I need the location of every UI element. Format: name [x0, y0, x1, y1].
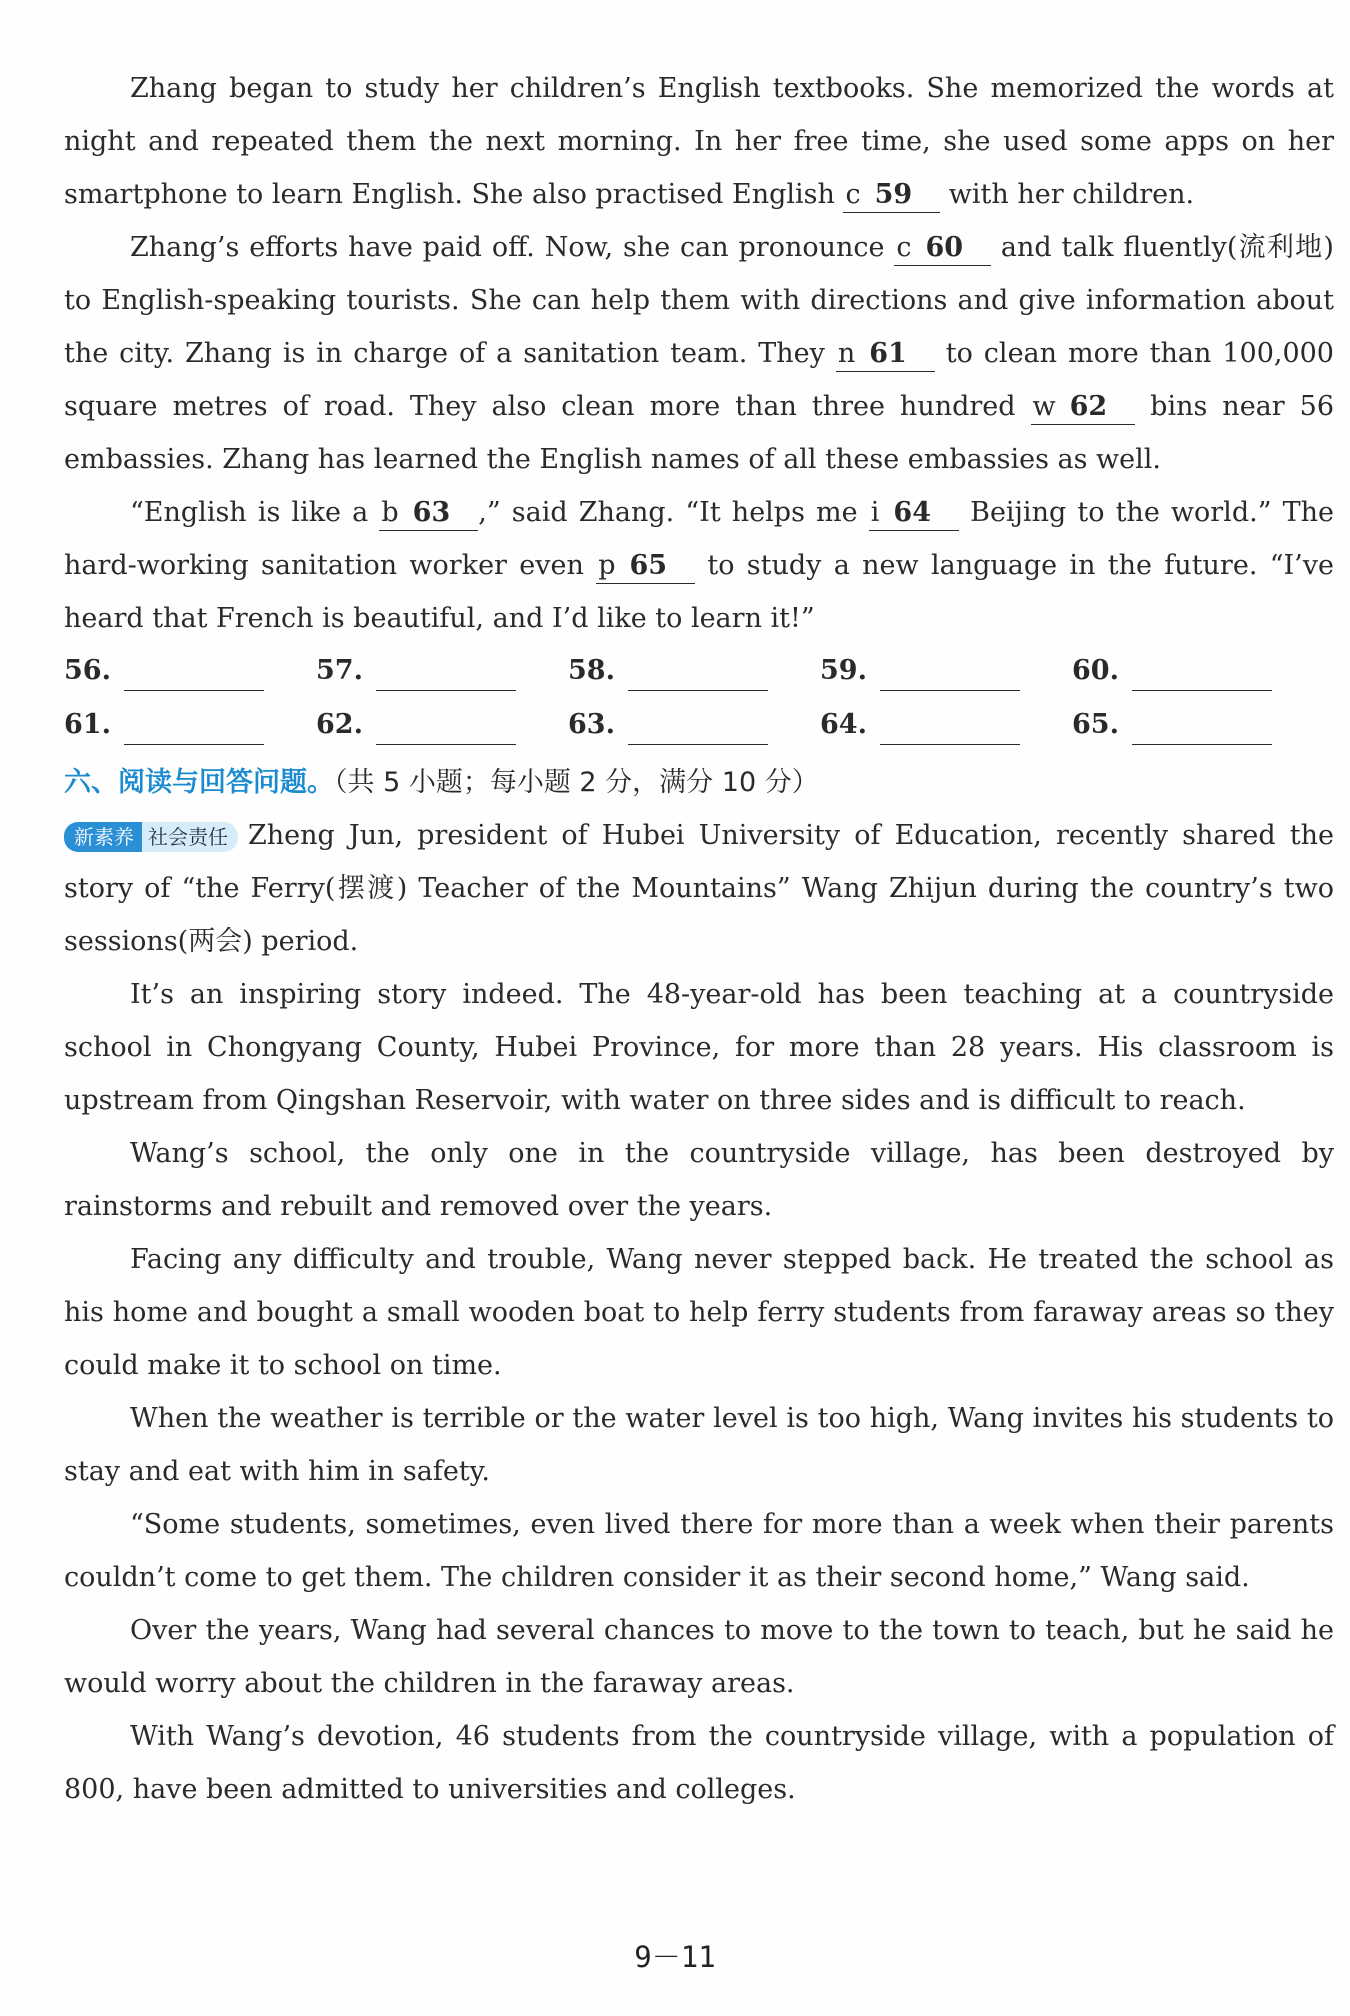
answer-slot-56 [64, 651, 316, 691]
answer-line[interactable] [124, 660, 264, 691]
answer-line[interactable] [376, 714, 516, 745]
blank-59[interactable] [843, 178, 940, 213]
blank-hint-letter: c [896, 232, 912, 263]
answer-slot-59 [820, 651, 1072, 691]
text-run: to study a new language in the future. “I’ve heard that French is beautiful, and I’d like to learn it!” [64, 550, 1334, 634]
answer-number: 65. [1072, 709, 1119, 740]
answer-line[interactable] [1132, 660, 1272, 691]
answer-slot-65 [1072, 705, 1324, 745]
text-run: “English is like a [130, 497, 380, 528]
tag-label-primary: 新素养 [64, 822, 142, 852]
answer-line[interactable] [1132, 714, 1272, 745]
text-run: to clean more than 100,000 square metres of road. They also clean more than three hundred [64, 338, 1334, 422]
blank-hint-letter: n [837, 338, 856, 369]
passage-b-paragraph-4: Facing any difficulty and trouble, Wang never stepped back. He treated the school as his home and bought a small wooden boat to help ferry students from faraway areas so they could make it to school on time. [64, 1244, 1334, 1381]
answer-blanks [64, 651, 1334, 745]
answer-number: 58. [568, 655, 615, 686]
answer-line[interactable] [880, 660, 1020, 691]
answer-line[interactable] [628, 714, 768, 745]
answer-slot-62 [316, 705, 568, 745]
text-run: with her children. [940, 179, 1195, 210]
blank-number: 62 [1069, 391, 1108, 422]
answer-number: 60. [1072, 655, 1119, 686]
blank-64[interactable] [869, 496, 959, 531]
text-run: ,” said Zhang. “It helps me [478, 497, 869, 528]
answer-number: 59. [820, 655, 867, 686]
blank-number: 60 [925, 232, 964, 263]
section-heading [64, 757, 1350, 809]
answer-number: 61. [64, 709, 111, 740]
text-run: Beijing to the world.” The hard-working sanitation worker even [64, 497, 1334, 581]
passage-b-paragraph-2: It’s an inspiring story indeed. The 48-year-old has been teaching at a countryside school in Chongyang County, Hubei Province, for more than 28 years. His classroom is upstream from Qingshan Reservoir, with water on three sides and is difficult to reach. [64, 979, 1334, 1116]
passage-b-paragraph-6: “Some students, sometimes, even lived there for more than a week when their parents couldn’t come to get them. The children consider it as their second home,” Wang said. [64, 1509, 1334, 1593]
answer-number: 63. [568, 709, 615, 740]
blank-61[interactable] [836, 337, 935, 372]
passage-b-paragraph-8: With Wang’s devotion, 46 students from the countryside village, with a population of 800, have been admitted to universities and colleges. [64, 1721, 1334, 1805]
answer-number: 57. [316, 655, 363, 686]
answer-number: 62. [316, 709, 363, 740]
answer-slot-58 [568, 651, 820, 691]
blank-number: 63 [412, 497, 451, 528]
blank-number: 64 [893, 497, 931, 528]
blank-hint-letter: p [598, 550, 616, 581]
page-number: 9－11 [634, 1940, 716, 1974]
blank-hint-letter: b [381, 497, 399, 528]
blank-62[interactable] [1031, 390, 1136, 425]
passage-b-paragraph-3: Wang’s school, the only one in the countryside village, has been destroyed by rainstorms and rebuilt and removed over the years. [64, 1138, 1334, 1222]
answer-slot-57 [316, 651, 568, 691]
section-title: 六、阅读与回答问题。 [64, 767, 334, 798]
passage-a-paragraph-1 [64, 62, 1334, 221]
passage-b-paragraph-1 [64, 809, 1334, 968]
passage-b-paragraph-7: Over the years, Wang had several chances to move to the town to teach, but he said he would worry about the children in the faraway areas. [64, 1615, 1334, 1699]
text-run: and talk fluently(流利地) to English-speaking tourists. She can help them with directions and give information about the city. Zhang is in charge of a sanitation team. They [64, 232, 1334, 369]
answer-slot-63 [568, 705, 820, 745]
passage-b-paragraph-5: When the weather is terrible or the water level is too high, Wang invites his students to stay and eat with him in safety. [64, 1403, 1334, 1487]
answer-number: 64. [820, 709, 867, 740]
answer-number: 56. [64, 655, 111, 686]
tag-label-secondary: 社会责任 [142, 822, 238, 852]
text-run: Zhang’s efforts have paid off. Now, she can pronounce [130, 232, 895, 263]
blank-hint-letter: i [870, 497, 880, 528]
section-score-note: （共 5 小题；每小题 2 分，满分 10 分） [334, 767, 819, 798]
answer-line[interactable] [880, 714, 1020, 745]
text-run: bins near 56 embassies. Zhang has learned the English names of all these embassies as well. [64, 391, 1334, 475]
answer-slot-60 [1072, 651, 1324, 691]
text-run: Zheng Jun, president of Hubei University of Education, recently shared the story of “the Ferry(摆渡) Teacher of the Mountains” Wang Zhijun during the country’s two sessions(两会) period. [64, 820, 1334, 957]
passage-a-paragraph-3 [64, 486, 1334, 645]
blank-hint-letter: w [1032, 391, 1056, 422]
blank-number: 61 [869, 338, 907, 369]
answer-line[interactable] [628, 660, 768, 691]
answer-line[interactable] [124, 714, 264, 745]
blank-60[interactable] [894, 231, 991, 266]
blank-number: 59 [874, 179, 913, 210]
answer-slot-64 [820, 705, 1072, 745]
blank-65[interactable] [596, 549, 695, 584]
blank-number: 65 [629, 550, 668, 581]
answer-slot-61 [64, 705, 316, 745]
literacy-tag-badge [64, 822, 238, 852]
passage-a-paragraph-2 [64, 221, 1334, 486]
blank-hint-letter: c [845, 179, 861, 210]
text-run: Zhang began to study her children’s English textbooks. She memorized the words at night and repeated them the next morning. In her free time, she used some apps on her smartphone to learn English. She also practised English [64, 73, 1334, 210]
answer-line[interactable] [376, 660, 516, 691]
blank-63[interactable] [379, 496, 478, 531]
